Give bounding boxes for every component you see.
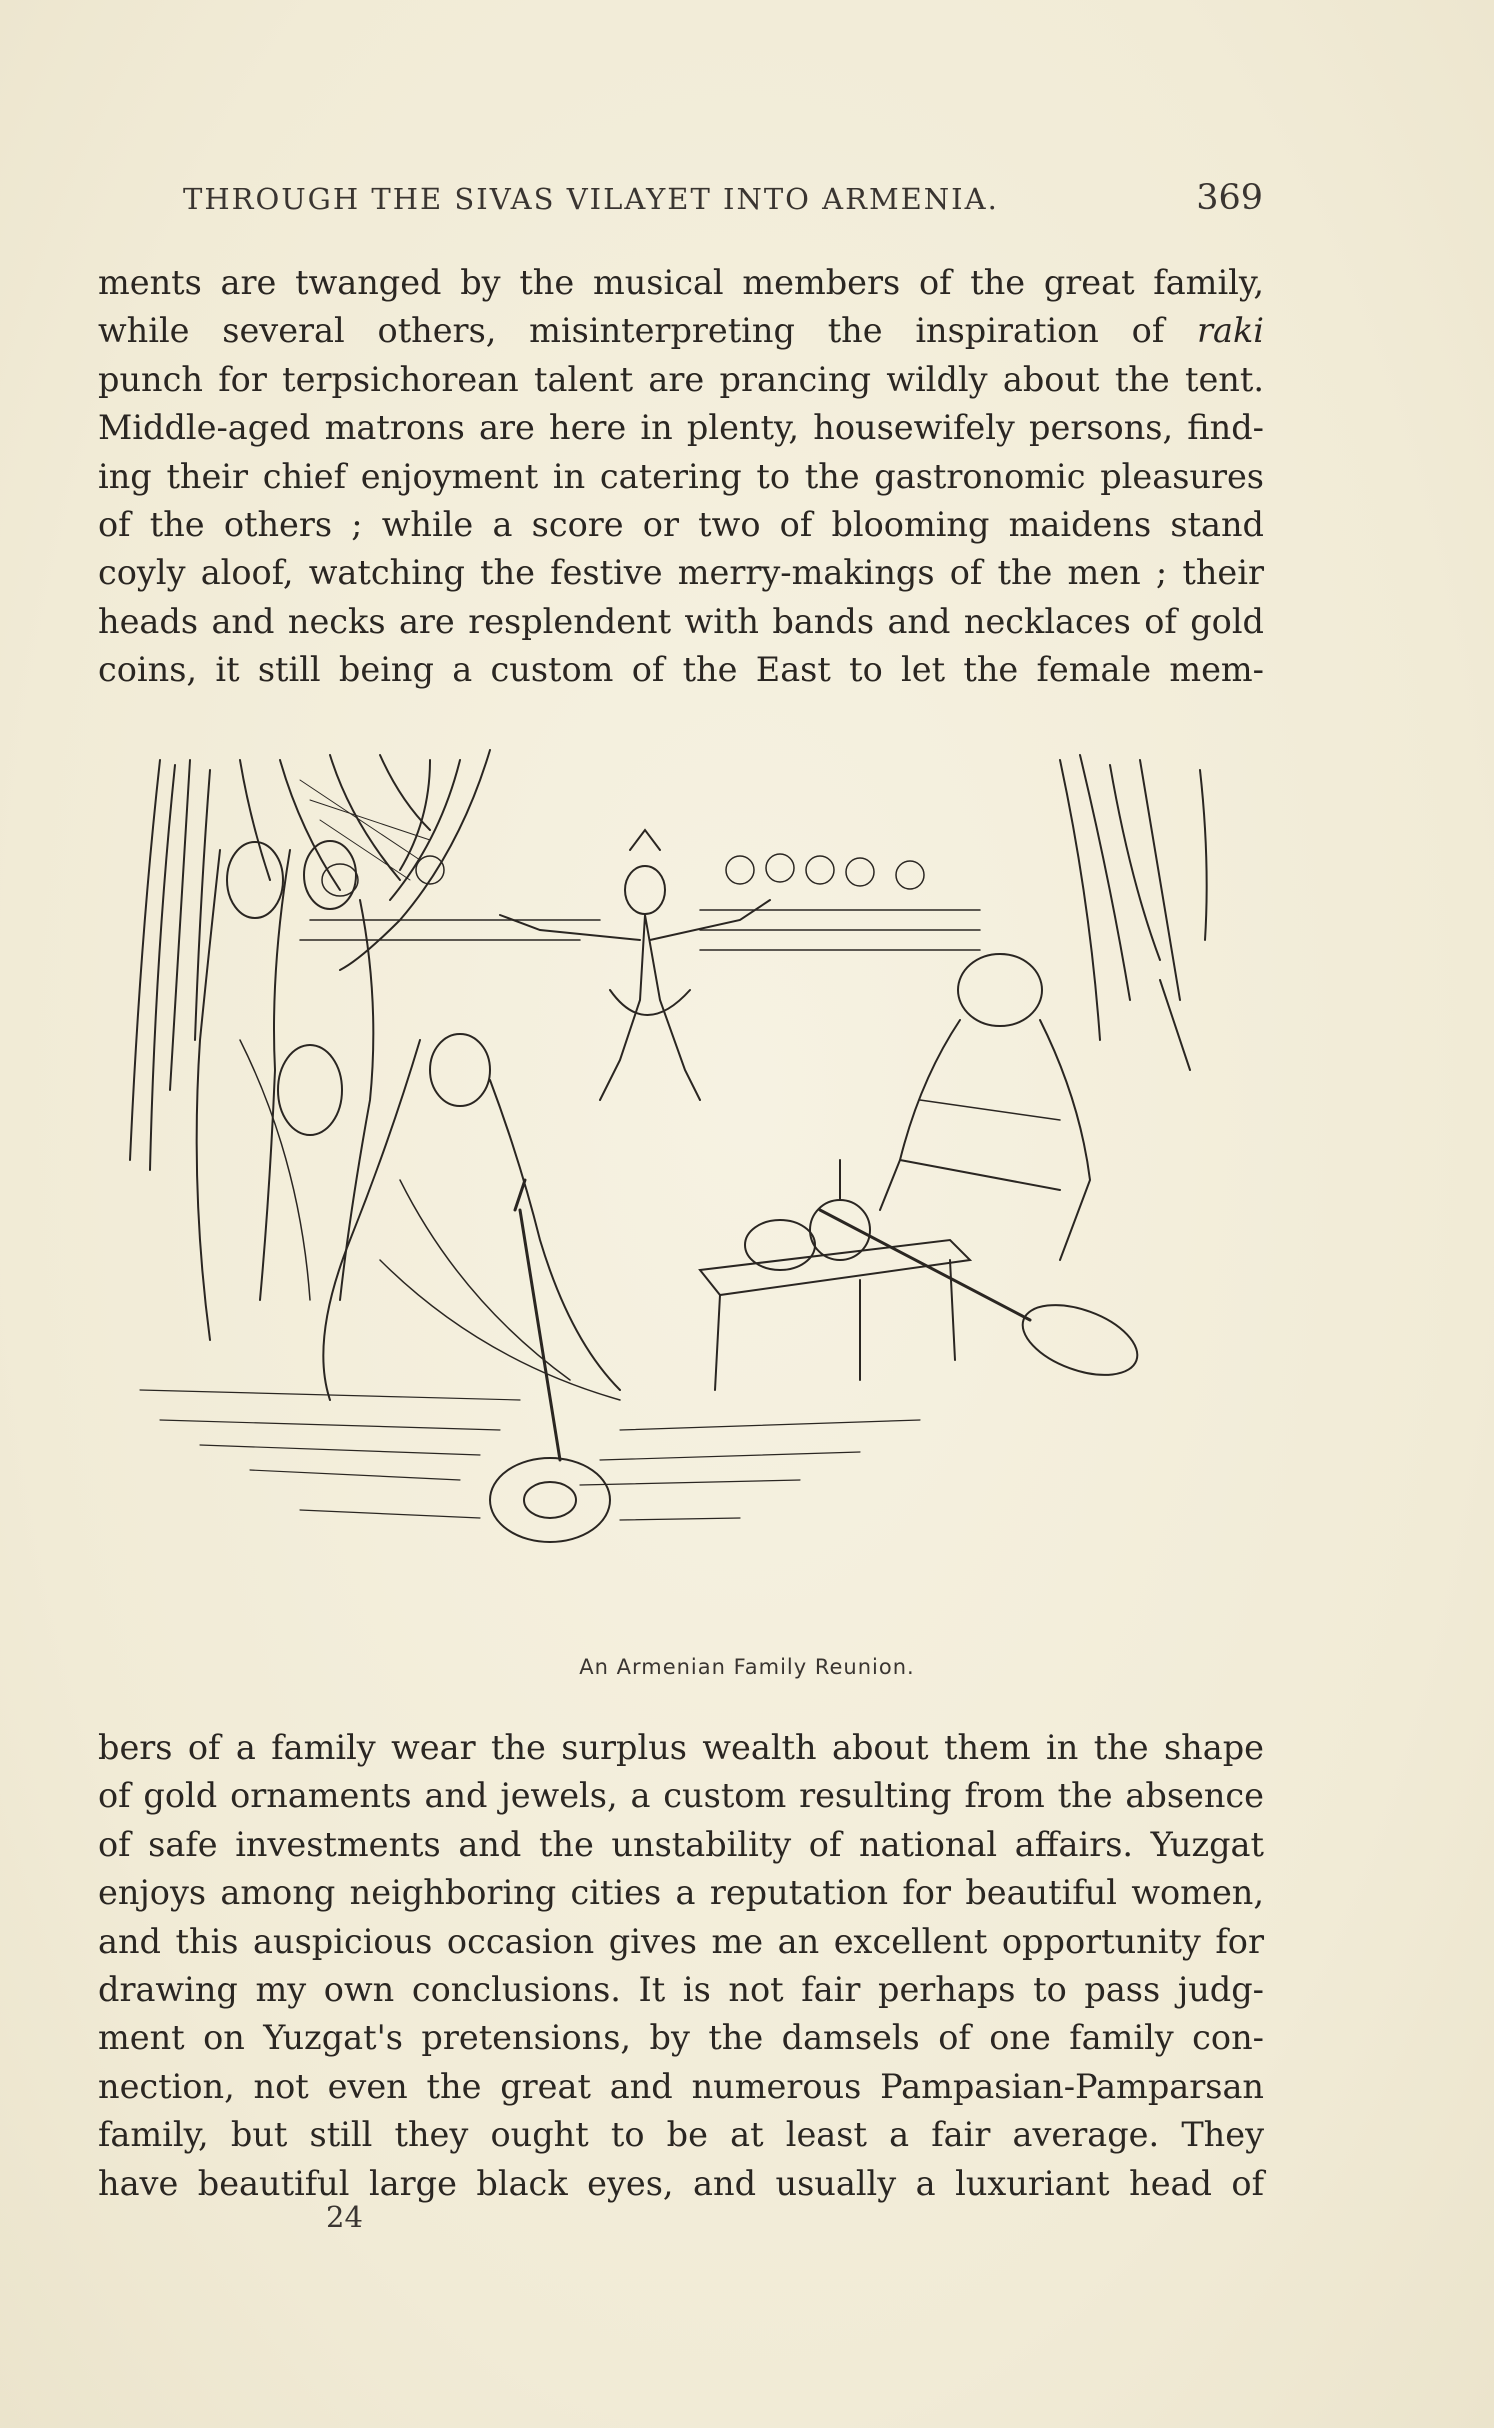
text-line: of gold ornaments and jewels, a custom resulting from the absence xyxy=(98,1776,1264,1816)
paragraph-top xyxy=(98,259,1264,695)
text-line: family, but still they ought to be at least a fair average. They xyxy=(98,2115,1264,2155)
seated-woman xyxy=(323,1034,620,1400)
page-number: 369 xyxy=(1196,178,1263,218)
text-line: Middle-aged matrons are here in plenty, housewifely persons, find- xyxy=(98,408,1264,448)
text-line: have beautiful large black eyes, and usually a luxuriant head of xyxy=(98,2163,1264,2203)
text-line: enjoys among neighboring cities a reputation for beautiful women, xyxy=(98,1873,1264,1913)
dancing-man xyxy=(500,830,770,1100)
left-curtain xyxy=(130,750,490,1170)
text-line: while several others, misinterpreting the inspiration of raki xyxy=(98,311,1264,351)
text-line: coins, it still being a custom of the East to let the female mem- xyxy=(98,650,1264,690)
text-line: nection, not even the great and numerous Pampasian-Pamparsan xyxy=(98,2066,1264,2106)
paragraph-bottom xyxy=(98,1724,1264,2208)
page-header xyxy=(183,178,1263,228)
text-line: punch for terpsichorean talent are prancing wildly about the tent. xyxy=(98,359,1264,399)
seated-man xyxy=(880,954,1090,1260)
text-line: ing their chief enjoyment in catering to the gastronomic pleasures xyxy=(98,456,1264,496)
italic-word: raki xyxy=(1197,311,1264,351)
text-line: and this auspicious occasion gives me an excellent opportunity for xyxy=(98,1921,1264,1961)
text-line: bers of a family wear the surplus wealth about them in the shape xyxy=(98,1728,1264,1767)
engraving-illustration xyxy=(100,740,1260,1640)
text-line: of safe investments and the unstability of national affairs. Yuzgat xyxy=(98,1824,1264,1864)
right-curtain xyxy=(1060,755,1207,1070)
text-line: ment on Yuzgat's pretensions, by the damsels of one family con- xyxy=(98,2018,1264,2058)
text-line: of the others ; while a score or two of blooming maidens stand xyxy=(98,504,1264,544)
ground-lines xyxy=(140,1390,920,1520)
standing-woman xyxy=(197,841,374,1340)
text-line: heads and necks are resplendent with bands and necklaces of gold xyxy=(98,601,1264,641)
text-line: drawing my own conclusions. It is not fair perhaps to pass judg- xyxy=(98,1969,1264,2009)
figure-caption: An Armenian Family Reunion. xyxy=(579,1655,915,1679)
table xyxy=(700,1160,970,1390)
running-head: THROUGH THE SIVAS VILAYET INTO ARMENIA. xyxy=(183,182,999,216)
signature-mark: 24 xyxy=(326,2200,363,2234)
text-line: ments are twanged by the musical members of the great family, xyxy=(98,263,1264,302)
lute xyxy=(490,1180,610,1542)
text-line: coyly aloof, watching the festive merry-makings of the men ; their xyxy=(98,553,1264,593)
